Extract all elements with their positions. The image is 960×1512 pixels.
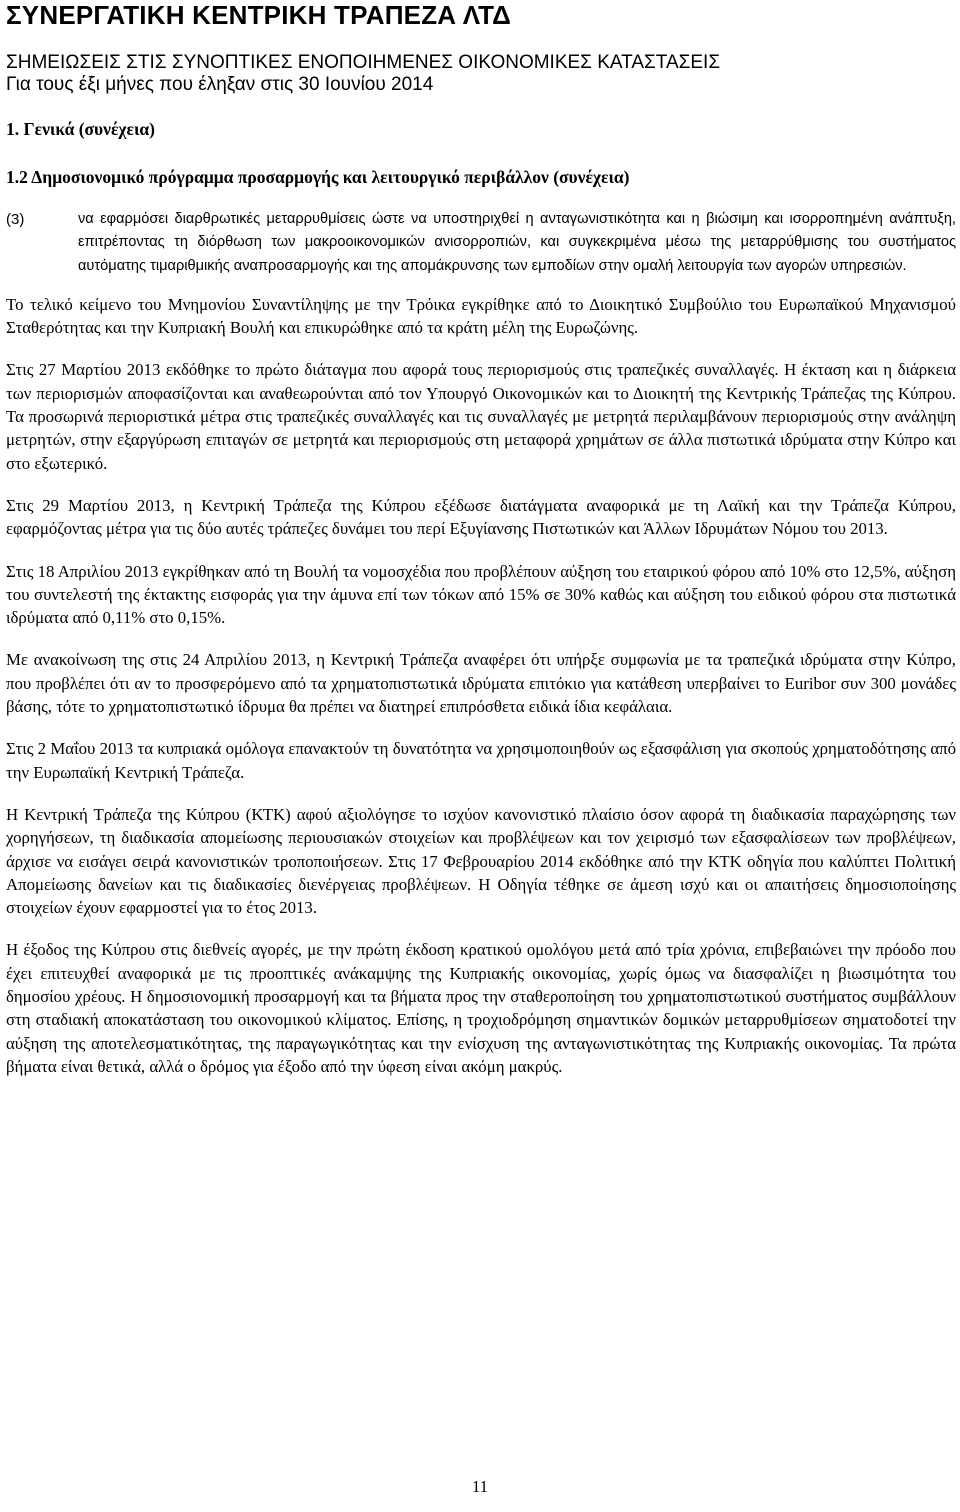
section-heading-general: 1. Γενικά (συνέχεια) bbox=[6, 119, 156, 139]
paragraph-tax-increases: Στις 18 Απριλίου 2013 εγκρίθηκαν από τη Βουλή τα νομοσχέδια που προβλέπουν αύξηση του εταιρικού φόρου από 10% στο 12,5%, αύξηση του συντελεστή της έκτακτης εισφοράς για την άμυνα επί των τόκων από 15% σε 30% καθώς και αύξηση του ειδικού φόρου στα πιστωτικά ιδρύματα από 0,11% στο 0,15%. bbox=[6, 561, 956, 628]
list-item-text: να εφαρμόσει διαρθρωτικές μεταρρυθμίσεις ώστε να υποστηριχθεί η ανταγωνιστικότητα και η βιώσιμη και ισορροπημένη ανάπτυξη, επιτρέποντας τη διόρθωση των μακροοικονομικών ανισορροπιών, και συγκεκριμένα μέσω της μεταρρύθμισης του συστήματος αυτόματης τιμαριθμικής αναπροσαρμογής και της απομάκρυνσης των εμποδίων στην ομαλή λειτουργία των αγορών υπηρεσιών. bbox=[78, 211, 956, 274]
document-page bbox=[6, 0, 956, 1078]
list-item bbox=[6, 208, 956, 278]
paragraph-restrictions: Στις 27 Μαρτίου 2013 εκδόθηκε το πρώτο διάταγμα που αφορά τους περιορισμούς στις τραπεζικές συναλλαγές. Η έκταση και η διάρκεια των περιορισμών αποφασίζονται και αναθεωρούνται από τον Υπουργό Οικονομικών και το Διοικητή της Κεντρικής Τράπεζας της Κύπρου. Τα προσωρινά περιοριστικά μέτρα στις τραπεζικές συναλλαγές και τις συναλλαγές με μετρητά περιλαμβάνουν περιορισμούς στην ανάληψη μετρητών, στην εξαργύρωση επιταγών σε μετρητά και περιορισμούς στη μεταφορά χρημάτων σε άλλα πιστωτικά ιδρύματα στην Κύπρο και στο εξωτερικό. bbox=[6, 360, 956, 473]
paragraph-ktk-directive: Η Κεντρική Τράπεζα της Κύπρου (ΚΤΚ) αφού αξιολόγησε το ισχύον κανονιστικό πλαίσιο όσον αφορά τη διαδικασία παραχώρησης των χορηγήσεων, τη διαδικασία απομείωσης περιουσιακών στοιχείων και προβλέψεων και τον χειρισμό των εξασφαλίσεων των προβλέψεων, άρχισε να εισάγει σειρά κανονιστικών τροποποιήσεων. Στις 17 Φεβρουαρίου 2014 εκδόθηκε από την ΚΤΚ οδηγία που καλύπτει Πολιτική Απομείωσης δανείων και τις διαδικασίες διενέργειας προβλέψεων. Η Οδηγία τέθηκε σε άμεση ισχύ και οι απαιτήσεις δημοσιοποίησης στοιχείων έχουν εφαρμοστεί για το έτος 2013. bbox=[6, 804, 956, 918]
page-number: 11 bbox=[471, 1477, 489, 1496]
notes-title: ΣΗΜΕΙΩΣΕΙΣ ΣΤΙΣ ΣΥΝΟΠΤΙΚΕΣ ΕΝΟΠΟΙΗΜΕΝΕΣ ΟΙΚΟΝΟΜΙΚΕΣ ΚΑΤΑΣΤΑΣΕΙΣ bbox=[6, 52, 721, 73]
paragraph-resolution-decrees: Στις 29 Μαρτίου 2013, η Κεντρική Τράπεζα της Κύπρου εξέδωσε διατάγματα αναφορικά με τη Λαϊκή και την Τράπεζα Κύπρου, εφαρμόζοντας μέτρα για τις δύο αυτές τράπεζες δυνάμει του περί Εξυγίανσης Πιστωτικών και Άλλων Ιδρυμάτων Νόμου του 2013. bbox=[6, 495, 956, 539]
subsection-heading: 1.2 Δημοσιονομικό πρόγραμμα προσαρμογής και λειτουργικό περιβάλλον (συνέχεια) bbox=[6, 167, 630, 187]
company-title: ΣΥΝΕΡΓΑΤΙΚΗ ΚΕΝΤΡΙΚΗ ΤΡΑΠΕΖΑ ΛΤΔ bbox=[6, 0, 511, 30]
period-line: Για τους έξι μήνες που έληξαν στις 30 Ιουνίου 2014 bbox=[6, 74, 434, 95]
list-item-number: (3) bbox=[6, 211, 25, 228]
paragraph-market-exit: Η έξοδος της Κύπρου στις διεθνείς αγορές, με την πρώτη έκδοση κρατικού ομολόγου μετά από τρία χρόνια, επιβεβαιώνει την πρόοδο που έχει επιτευχθεί αναφορικά με τις προοπτικές ανάκαμψης της Κυπριακής οικονομίας, χωρίς όμως να διασφαλίζει η βιωσιμότητα του δημοσίου χρέους. Η δημοσιονομική προσαρμογή και τα βήματα προς την σταθεροποίηση του χρηματοπιστωτικού συστήματος συμβάλλουν στη σταδιακή αποκατάσταση του οικονομικού κλίματος. Επίσης, η τροχιοδρόμηση σημαντικών δομικών μεταρρυθμίσεων σηματοδοτεί την αύξηση της αποτελεσματικότητας, της παραγωγικότητας και την ενίσχυση της ανταγωνιστικότητας της Κυπριακής οικονομίας. Τα πρώτα βήματα είναι θετικά, αλλά ο δρόμος για έξοδο από την ύφεση είναι ακόμη μακρύς. bbox=[6, 940, 956, 1076]
paragraph-memorandum: Το τελικό κείμενο του Μνημονίου Συναντίληψης με την Τρόικα εγκρίθηκε από το Διοικητικό Συμβούλιο του Ευρωπαϊκού Μηχανισμού Σταθερότητας και την Κυπριακή Βουλή και επικυρώθηκε από τα κράτη μέλη της Ευρωζώνης. bbox=[6, 294, 956, 338]
paragraph-bonds-collateral: Στις 2 Μαΐου 2013 τα κυπριακά ομόλογα επανακτούν τη δυνατότητα να χρησιμοποιηθούν ως εξασφάλιση για σκοπούς χρηματοδότησης από την Ευρωπαϊκή Κεντρική Τράπεζα. bbox=[6, 739, 956, 782]
paragraph-interest-agreement: Με ανακοίνωση της στις 24 Απριλίου 2013, η Κεντρική Τράπεζα αναφέρει ότι υπήρξε συμφωνία με τα τραπεζικά ιδρύματα στην Κύπρο, που προβλέπει ότι αν το προσφερόμενο από τα χρηματοπιστωτικά ιδρύματα επιτόκιο για κατάθεση υπερβαίνει το Euribor συν 300 μονάδες βάσης, τότε το χρηματοπιστωτικό ίδρυμα θα πρέπει να διατηρεί επιπρόσθετα ειδικά ίδια κεφάλαια. bbox=[6, 650, 956, 717]
